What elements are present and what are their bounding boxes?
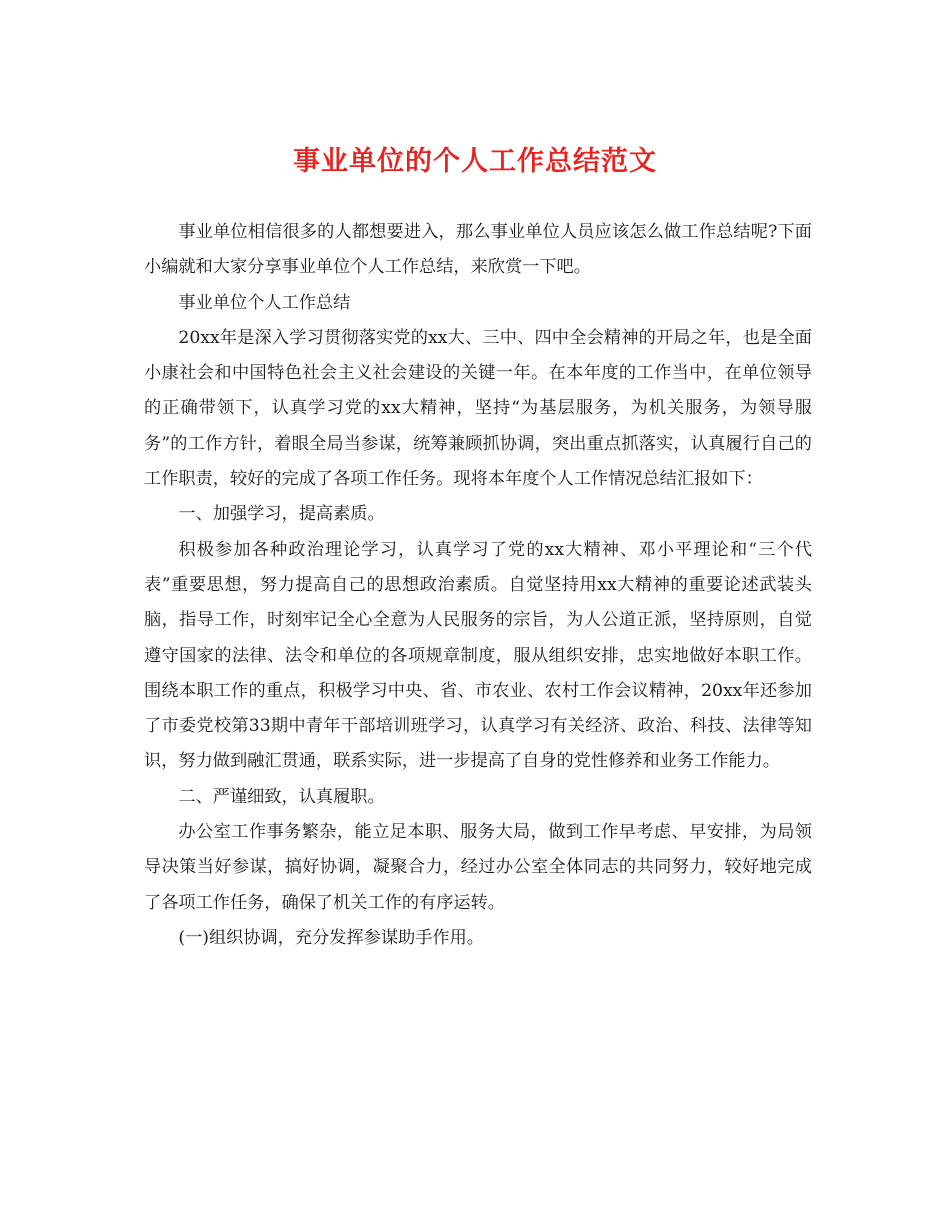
paragraph-overview: 20xx年是深入学习贯彻落实党的xx大、三中、四中全会精神的开局之年，也是全面小康社会和中国特色社会主义社会建设的关键一年。在本年度的工作当中，在单位领导的正确带领下，认真学习党的xx大精神，坚持“为基层服务，为机关服务，为领导服务”的工作方针，着眼全局当参谋，统筹兼顾抓协调，突出重点抓落实，认真履行自己的工作职责，较好的完成了各项工作任务。现将本年度个人工作情况总结汇报如下： (144, 327, 812, 490)
document-body (144, 215, 812, 956)
section-heading-1: 一、加强学习，提高素质。 (178, 504, 385, 525)
paragraph-subtitle: 事业单位个人工作总结 (178, 292, 351, 313)
paragraph-office-work: 办公室工作事务繁杂，能立足本职、服务大局，做到工作早考虑、早安排，为局领导决策当好参谋，搞好协调，凝聚合力，经过办公室全体同志的共同努力，较好地完成了各项工作任务，确保了机关工作的有序运转。 (144, 822, 812, 913)
subsection-heading-1: (一)组织协调，充分发挥参谋助手作用。 (178, 927, 484, 948)
paragraph-study: 积极参加各种政治理论学习，认真学习了党的xx大精神、邓小平理论和“三个代表”重要思想，努力提高自己的思想政治素质。自觉坚持用xx大精神的重要论述武装头脑，指导工作，时刻牢记全心全意为人民服务的宗旨，为人公道正派，坚持原则，自觉遵守国家的法律、法令和单位的各项规章制度，服从组织安排，忠实地做好本职工作。围绕本职工作的重点，积极学习中央、省、市农业、农村工作会议精神，20xx年还参加了市委党校第33期中青年干部培训班学习，认真学习有关经济、政治、科技、法律等知识，努力做到融汇贯通，联系实际，进一步提高了自身的党性修养和业务工作能力。 (144, 539, 812, 772)
paragraph-intro: 事业单位相信很多的人都想要进入，那么事业单位人员应该怎么做工作总结呢?下面小编就和大家分享事业单位个人工作总结，来欣赏一下吧。 (144, 222, 812, 278)
section-heading-2: 二、严谨细致，认真履职。 (178, 786, 385, 807)
document-title: 事业单位的个人工作总结范文 (293, 146, 657, 177)
